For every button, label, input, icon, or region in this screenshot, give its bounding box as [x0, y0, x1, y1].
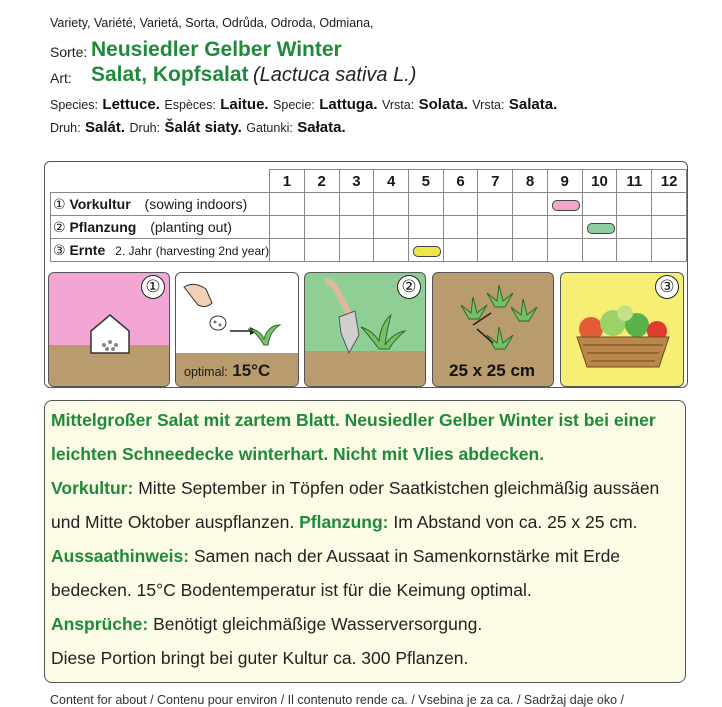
step-number: ① — [53, 195, 66, 212]
aussaat-text: Samen nach der Aussaat in Samenkornstärke mit Erde — [193, 546, 621, 566]
panel-sowing-indoors — [48, 272, 170, 387]
month-6: 6 — [443, 170, 478, 193]
anspruche-label: Ansprüche: — [51, 614, 149, 634]
month-cell — [374, 216, 409, 239]
step-number: ② — [53, 218, 66, 235]
month-cell — [478, 216, 513, 239]
month-cell — [652, 216, 687, 239]
month-cell — [547, 193, 582, 216]
step-translation: (harvesting 2nd year) — [155, 243, 270, 258]
species-translations-row-1 — [50, 96, 557, 114]
month-cell — [374, 239, 409, 262]
month-4: 4 — [374, 170, 409, 193]
panel-planting-out — [304, 272, 426, 387]
description-box — [44, 400, 686, 683]
species-value: Lettuce. — [102, 96, 160, 113]
month-5: 5 — [408, 170, 443, 193]
optimal-temperature — [184, 361, 270, 381]
panel-germination — [175, 272, 299, 387]
month-cell — [408, 193, 443, 216]
month-cell — [443, 193, 478, 216]
art-value: Salat, Kopfsalat — [91, 63, 249, 86]
month-3: 3 — [339, 170, 374, 193]
step-translation: (planting out) — [150, 218, 232, 235]
month-7: 7 — [478, 170, 513, 193]
month-header-row — [51, 170, 687, 193]
anspruche-paragraph — [51, 614, 482, 635]
step-badge-2: ② — [397, 275, 421, 299]
month-cell — [617, 239, 652, 262]
month-cell — [270, 239, 305, 262]
pflanzung-label: Pflanzung: — [299, 512, 389, 532]
species-label: Gatunki: — [246, 121, 293, 135]
species-value: Lattuga. — [319, 96, 378, 113]
species-label: Druh: — [129, 121, 161, 135]
month-cell — [617, 193, 652, 216]
month-cell — [304, 193, 339, 216]
month-cell — [374, 193, 409, 216]
species-value: Salát. — [85, 119, 126, 136]
month-cell — [478, 239, 513, 262]
species-label: Druh: — [50, 121, 81, 135]
aussaat-paragraph — [51, 546, 620, 567]
month-cell — [513, 216, 548, 239]
month-cell — [582, 239, 617, 262]
month-cell — [652, 239, 687, 262]
content-footer: Content for about / Contenu pour environ / Il contenuto rende ca. / Vsebina je za ca. / Sadržaj daje oko / — [50, 693, 624, 707]
month-11: 11 — [617, 170, 652, 193]
art-label: Art: — [50, 70, 72, 86]
month-9: 9 — [547, 170, 582, 193]
panel-harvest — [560, 272, 684, 387]
month-cell — [408, 239, 443, 262]
optimal-label: optimal: — [184, 365, 228, 379]
month-1: 1 — [270, 170, 305, 193]
step-note: 2. Jahr — [115, 243, 152, 258]
step-name: Vorkultur — [69, 195, 131, 212]
vorkultur-text: Mitte September in Töpfen oder Saatkistchen gleichmäßig aussäen — [138, 478, 660, 498]
month-cell — [339, 239, 374, 262]
month-cell — [339, 193, 374, 216]
spacing-label: 25 x 25 cm — [449, 361, 536, 380]
calendar-row-vorkultur — [51, 193, 687, 216]
variety-line: Variety, Variété, Varietá, Sorta, Odrůda, Odroda, Odmiana, — [50, 16, 374, 30]
month-8: 8 — [513, 170, 548, 193]
month-cell — [513, 193, 548, 216]
month-cell — [443, 239, 478, 262]
portion-note: Diese Portion bringt bei guter Kultur ca. 300 Pflanzen. — [51, 648, 469, 668]
step-translation: (sowing indoors) — [144, 195, 248, 212]
anspruche-text: Benötigt gleichmäßige Wasserversorgung. — [153, 614, 483, 634]
calendar-table — [50, 169, 687, 262]
species-label: Species: — [50, 98, 98, 112]
month-cell — [652, 193, 687, 216]
species-label: Espèces: — [164, 98, 216, 112]
species-value: Solata. — [418, 96, 468, 113]
month-cell — [304, 216, 339, 239]
month-cell — [582, 216, 617, 239]
month-cell — [582, 193, 617, 216]
month-2: 2 — [304, 170, 339, 193]
step-badge-1: ① — [141, 275, 165, 299]
temperature-value: 15°C — [232, 361, 271, 380]
pflanzung-text: Im Abstand von ca. 25 x 25 cm. — [393, 512, 638, 532]
month-cell — [547, 239, 582, 262]
step-name: Pflanzung — [69, 218, 137, 235]
sorte-label: Sorte: — [50, 44, 88, 60]
month-10: 10 — [582, 170, 617, 193]
description-line-2: leichten Schneedecke winterhart. Nicht mit Vlies abdecken. — [51, 444, 545, 464]
row-label — [51, 216, 270, 239]
species-translations-row-2 — [50, 119, 346, 137]
house-icon — [87, 311, 133, 355]
panel-spacing — [432, 272, 554, 387]
month-cell — [617, 216, 652, 239]
species-value: Salata. — [508, 96, 558, 113]
month-cell — [443, 216, 478, 239]
month-cell — [270, 216, 305, 239]
period-bar — [552, 200, 580, 211]
calendar-row-ernte — [51, 239, 687, 262]
month-cell — [478, 193, 513, 216]
variety-name: Neusiedler Gelber Winter — [91, 38, 342, 61]
step-name: Ernte — [69, 241, 106, 258]
calendar-row-pflanzung — [51, 216, 687, 239]
pflanzung-paragraph — [51, 512, 638, 533]
vorkultur-paragraph — [51, 478, 659, 499]
species-name — [91, 63, 416, 87]
month-cell — [513, 239, 548, 262]
row-label — [51, 193, 270, 216]
description-line-1: Mittelgroßer Salat mit zartem Blatt. Neusiedler Gelber Winter ist bei einer — [51, 410, 656, 430]
aussaat-label: Aussaathinweis: — [51, 546, 190, 566]
period-bar — [587, 223, 615, 234]
species-label: Specie: — [273, 98, 315, 112]
step-number: ③ — [53, 241, 66, 258]
species-value: Sałata. — [297, 119, 346, 136]
species-value: Laitue. — [220, 96, 269, 113]
species-label: Vrsta: — [472, 98, 505, 112]
month-cell — [304, 239, 339, 262]
month-12: 12 — [652, 170, 687, 193]
period-bar — [413, 246, 441, 257]
species-label: Vrsta: — [382, 98, 415, 112]
step-badge-3: ③ — [655, 275, 679, 299]
month-cell — [339, 216, 374, 239]
species-value: Šalát siaty. — [164, 119, 242, 136]
aussaat-text-cont: bedecken. 15°C Bodentemperatur ist für die Keimung optimal. — [51, 580, 532, 600]
vorkultur-text-cont: und Mitte Oktober auspflanzen. — [51, 512, 295, 532]
month-cell — [270, 193, 305, 216]
month-cell — [547, 216, 582, 239]
row-label — [51, 239, 270, 262]
month-cell — [408, 216, 443, 239]
vorkultur-label: Vorkultur: — [51, 478, 134, 498]
latin-name: (Lactuca sativa L.) — [253, 64, 417, 86]
